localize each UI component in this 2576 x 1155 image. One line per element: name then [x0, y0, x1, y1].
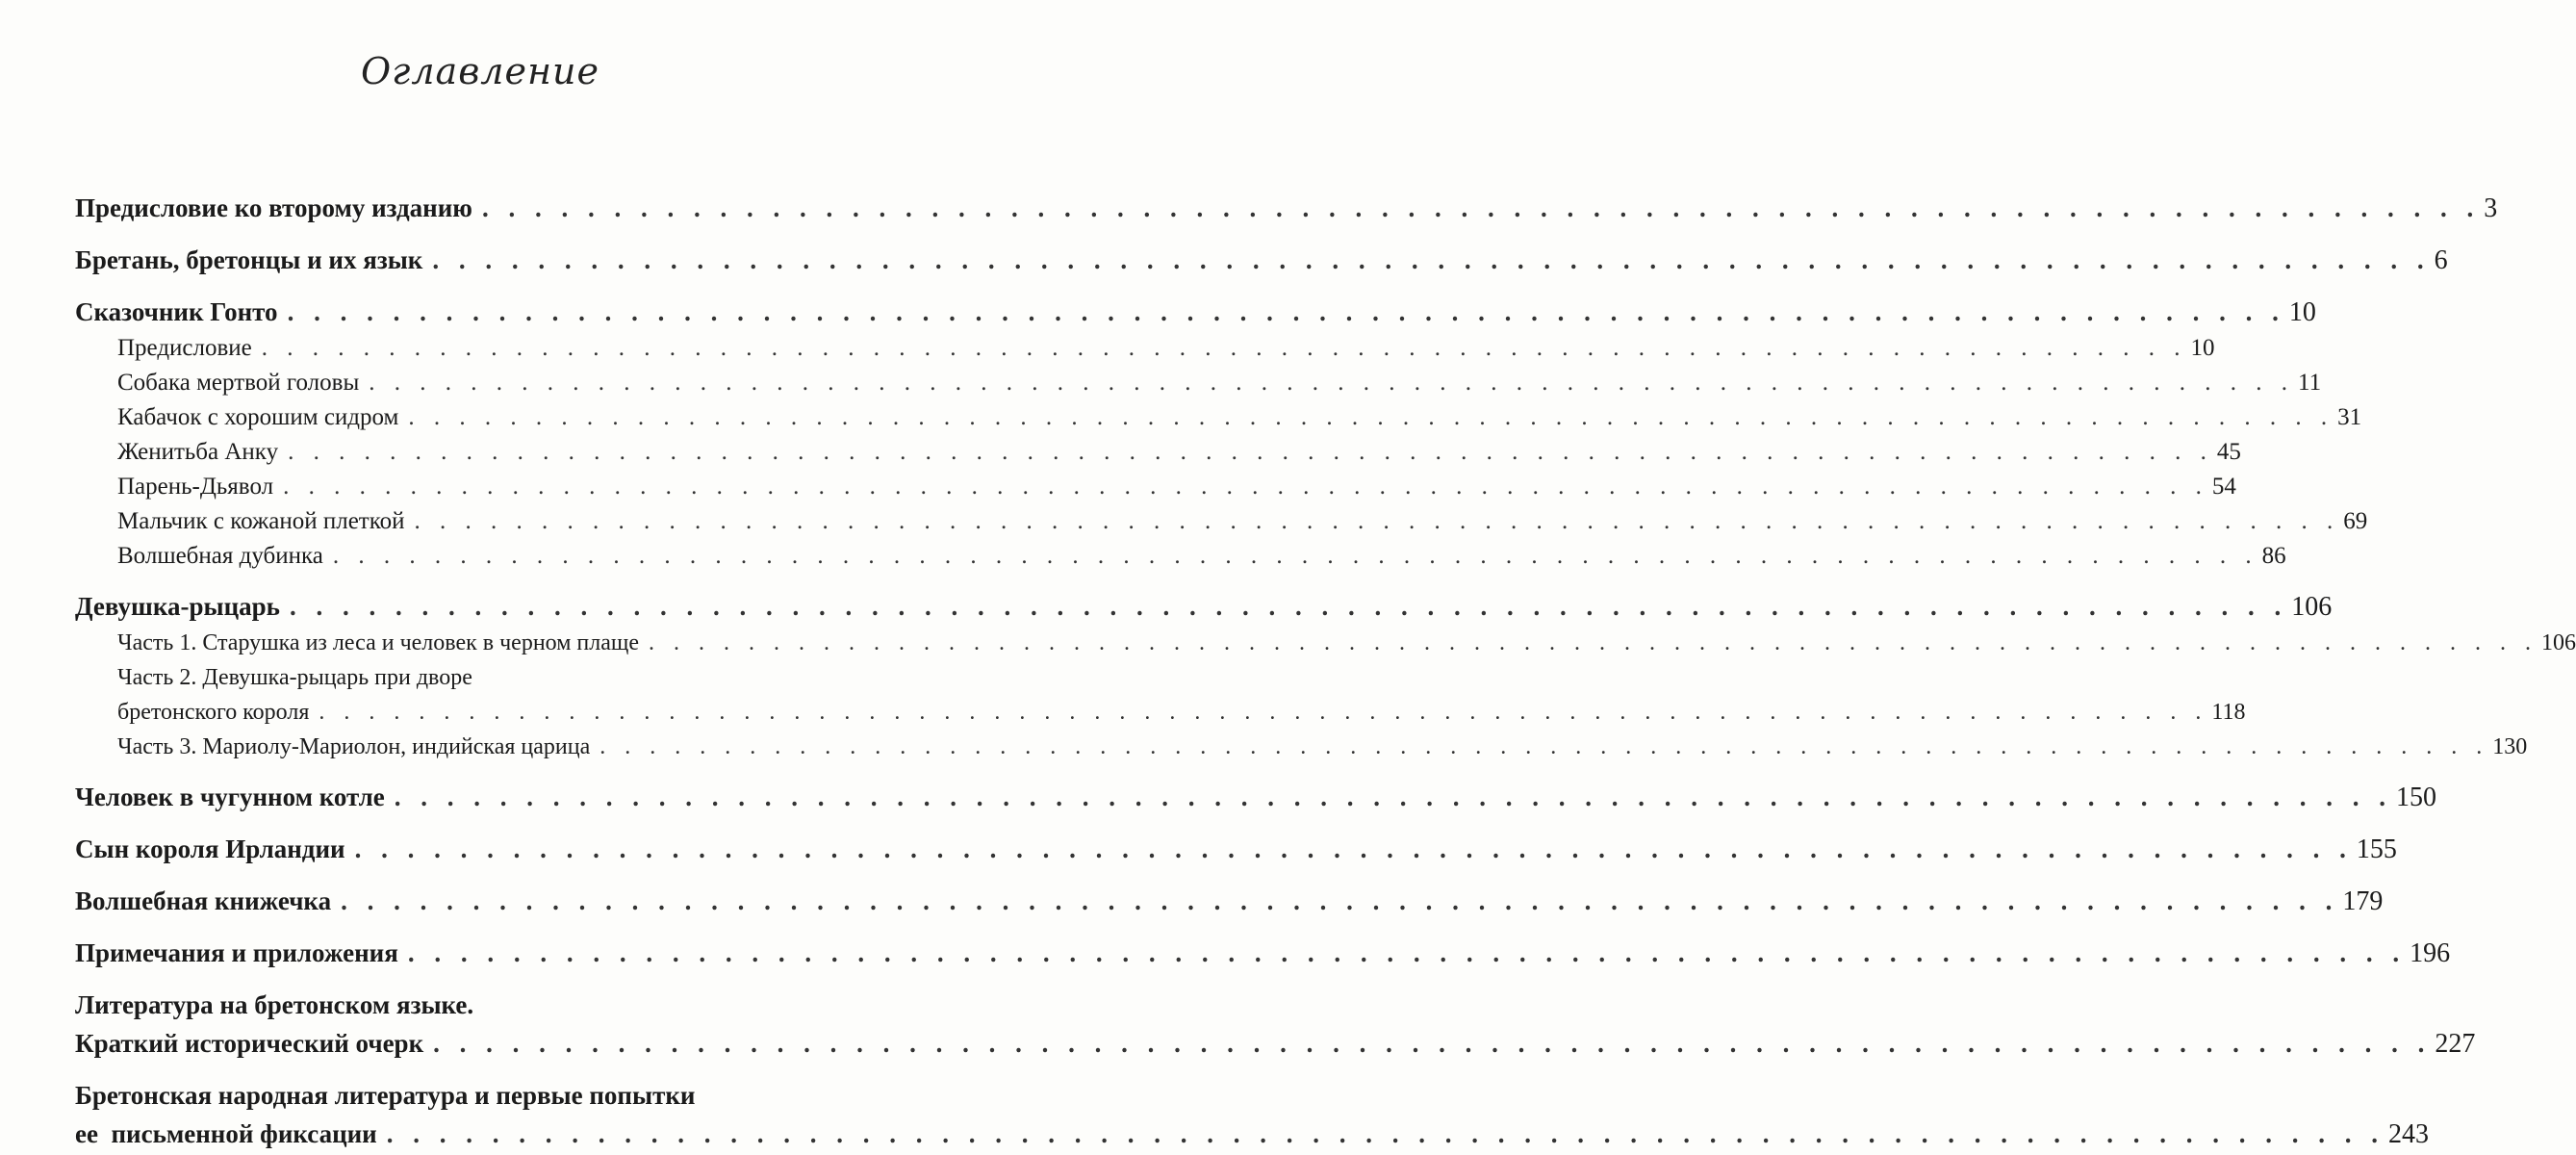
toc-entry-title-line1: Бретонская народная литература и первые попытки: [75, 1081, 696, 1110]
toc-entry-line: [75, 1076, 910, 1115]
toc-entry-page: 10: [2190, 335, 2215, 361]
toc-entry-title: Волшебная дубинка: [117, 543, 323, 569]
toc-entry-title: Волшебная книжечка: [75, 886, 332, 915]
toc-subentry: [75, 366, 2322, 400]
dot-leader: . . . . . . . . . . . . . . . . . . . . . . . . . . . . . . . . . . . . . . . . . . . . . . . . . . . . . . . . . . . . . . . . . . . . . . . . . . . .: [369, 370, 2295, 396]
toc-entry-page: 243: [2388, 1119, 2429, 1149]
toc-entry-page: 118: [2211, 700, 2246, 725]
toc-subentry: [75, 470, 2236, 504]
toc-entry-title-line2: бретонского короля: [117, 700, 310, 725]
toc-entry-page: 86: [2261, 543, 2286, 569]
toc-entry-page: 3: [2484, 193, 2498, 223]
toc-entry-page: 45: [2216, 439, 2241, 465]
dot-leader: . . . . . . . . . . . . . . . . . . . . . . . . . . . . . . . . . . . . . . . . . . . . . . . . . . . . . . . . . . . . . . . . . . . . . . . . . . . .: [414, 508, 2340, 534]
toc-entry-title: Собака мертвой головы: [117, 370, 360, 396]
toc-entry: [75, 778, 2437, 816]
dot-leader: . . . . . . . . . . . . . . . . . . . . . . . . . . . . . . . . . . . . . . . . . . . . . . . . . . . . . . . . . . . . . . . . . . . . . . . . . . . .: [288, 439, 2213, 465]
dot-leader: . . . . . . . . . . . . . . . . . . . . . . . . . . . . . . . . . . . . . . . . . . . . . . . . . . . . . . . . . . . . . . . . . . . . . . . . . . . .: [261, 335, 2187, 361]
toc-entry: [75, 830, 2397, 868]
toc-subentry: [75, 400, 2362, 435]
toc-entry: [75, 1024, 2476, 1063]
dot-leader: . . . . . . . . . . . . . . . . . . . . . . . . . . . . . . . . . . . . . . . . . . . . . . . . . . . . . . . . . . . . . . . . . . . . . . . . . . . .: [354, 834, 2353, 863]
toc-subentry-line: [75, 660, 910, 695]
toc-entry-page: 150: [2396, 783, 2437, 812]
dot-leader: . . . . . . . . . . . . . . . . . . . . . . . . . . . . . . . . . . . . . . . . . . . . . . . . . . . . . . . . . . . . . . . . . . . . . . . . . . . .: [289, 592, 2288, 621]
toc-entry-title: Часть 3. Мариолу-Мариолон, индийская царица: [117, 734, 591, 759]
toc-entry: [75, 1115, 2429, 1153]
dot-leader: . . . . . . . . . . . . . . . . . . . . . . . . . . . . . . . . . . . . . . . . . . . . . . . . . . . . . . . . . . . . . . . . . . . . . . . . . . . .: [481, 193, 2481, 222]
dot-leader: . . . . . . . . . . . . . . . . . . . . . . . . . . . . . . . . . . . . . . . . . . . . . . . . . . . . . . . . . . . . . . . . . . . . . . . . . . . .: [649, 630, 2538, 655]
toc-entry-title: Кабачок с хорошим сидром: [117, 404, 399, 430]
dot-leader: . . . . . . . . . . . . . . . . . . . . . . . . . . . . . . . . . . . . . . . . . . . . . . . . . . . . . . . . . . . . . . . . . . . . . . . . . . . .: [287, 297, 2285, 326]
dot-leader: . . . . . . . . . . . . . . . . . . . . . . . . . . . . . . . . . . . . . . . . . . . . . . . . . . . . . . . . . . . . . . . . . . . . . . . . . . . .: [394, 783, 2393, 811]
toc-entry-page: 11: [2298, 370, 2322, 396]
toc-entry-title: Бретань, бретонцы и их язык: [75, 245, 423, 274]
dot-leader: . . . . . . . . . . . . . . . . . . . . . . . . . . . . . . . . . . . . . . . . . . . . . . . . . . . . . . . . . . . . . . . . . . . . . . . . . . . .: [408, 404, 2334, 430]
dot-leader: . . . . . . . . . . . . . . . . . . . . . . . . . . . . . . . . . . . . . . . . . . . . . . . . . . . . . . . . . . . . . . . . . . . . . . . . . . . .: [407, 938, 2407, 967]
dot-leader: . . . . . . . . . . . . . . . . . . . . . . . . . . . . . . . . . . . . . . . . . . . . . . . . . . . . . . . . . . . . . . . . . . . . . . . . . . . .: [332, 543, 2258, 569]
dot-leader: . . . . . . . . . . . . . . . . . . . . . . . . . . . . . . . . . . . . . . . . . . . . . . . . . . . . . . . . . . . . . . . . . . . . . . . . . . . .: [319, 700, 2208, 725]
toc-entry-page: 10: [2288, 297, 2316, 327]
toc-entry: [75, 934, 2451, 972]
toc-entry-title: Примечания и приложения: [75, 938, 398, 967]
toc-entry-page: 179: [2342, 886, 2384, 916]
toc-entry-title-line2: Краткий исторический очерк: [75, 1029, 424, 1058]
toc-entry-page: 106: [2291, 592, 2333, 622]
toc-entry-title: Женитьба Анку: [117, 439, 279, 465]
dot-leader: . . . . . . . . . . . . . . . . . . . . . . . . . . . . . . . . . . . . . . . . . . . . . . . . . . . . . . . . . . . . . . . . . . . . . . . . . . . .: [386, 1119, 2385, 1148]
toc-entry: [75, 293, 2316, 331]
toc-entry-page: 6: [2434, 245, 2448, 275]
dot-leader: . . . . . . . . . . . . . . . . . . . . . . . . . . . . . . . . . . . . . . . . . . . . . . . . . . . . . . . . . . . . . . . . . . . . . . . . . . . .: [599, 734, 2489, 759]
toc-entry-title: Предисловие: [117, 335, 252, 361]
toc-entry-title: Сын короля Ирландии: [75, 834, 345, 863]
dot-leader: . . . . . . . . . . . . . . . . . . . . . . . . . . . . . . . . . . . . . . . . . . . . . . . . . . . . . . . . . . . . . . . . . . . . . . . . . . . .: [433, 1029, 2432, 1058]
toc-subentry: [75, 695, 2246, 730]
toc-entry-page: 196: [2410, 938, 2451, 968]
toc-entry-page: 31: [2337, 404, 2362, 430]
toc-subentry: [75, 539, 2286, 574]
page-title: Оглавление: [360, 50, 599, 92]
toc-entry: [75, 587, 2333, 626]
toc-entry-title: Парень-Дьявол: [117, 474, 274, 500]
toc-entry-title: Предисловие ко второму изданию: [75, 193, 472, 222]
toc-entry: [75, 189, 2498, 227]
toc-entry-page: 106: [2541, 630, 2576, 655]
toc-entry-page: 155: [2356, 834, 2397, 864]
toc-entry-title-line1: Часть 2. Девушка-рыцарь при дворе: [117, 665, 472, 690]
toc-entry-title: Девушка-рыцарь: [75, 592, 280, 621]
toc-entry-title: Человек в чугунном котле: [75, 783, 385, 811]
toc-entry-line: [75, 986, 910, 1024]
toc-entry-page: 54: [2211, 474, 2236, 500]
toc-entry-page: 130: [2492, 734, 2528, 759]
toc-entry-title: Сказочник Гонто: [75, 297, 278, 326]
table-of-contents: [75, 189, 2576, 1153]
toc-subentry: [75, 730, 2528, 764]
toc-entry-title-line1: Литература на бретонском языке.: [75, 990, 474, 1019]
toc-entry-page: 69: [2343, 508, 2368, 534]
toc-entry-title: Мальчик с кожаной плеткой: [117, 508, 405, 534]
toc-entry-page: 227: [2435, 1029, 2476, 1059]
toc-subentry: [75, 331, 2215, 366]
toc-subentry: [75, 626, 2576, 660]
toc-entry: [75, 241, 2448, 279]
toc-entry: [75, 882, 2384, 920]
toc-subentry: [75, 435, 2241, 470]
dot-leader: . . . . . . . . . . . . . . . . . . . . . . . . . . . . . . . . . . . . . . . . . . . . . . . . . . . . . . . . . . . . . . . . . . . . . . . . . . . .: [283, 474, 2208, 500]
dot-leader: . . . . . . . . . . . . . . . . . . . . . . . . . . . . . . . . . . . . . . . . . . . . . . . . . . . . . . . . . . . . . . . . . . . . . . . . . . . .: [432, 245, 2431, 274]
toc-entry-title-line2: ее письменной фиксации: [75, 1119, 377, 1148]
toc-subentry: [75, 504, 2368, 539]
dot-leader: . . . . . . . . . . . . . . . . . . . . . . . . . . . . . . . . . . . . . . . . . . . . . . . . . . . . . . . . . . . . . . . . . . . . . . . . . . . .: [341, 886, 2339, 915]
toc-entry-title: Часть 1. Старушка из леса и человек в черном плаще: [117, 630, 640, 655]
